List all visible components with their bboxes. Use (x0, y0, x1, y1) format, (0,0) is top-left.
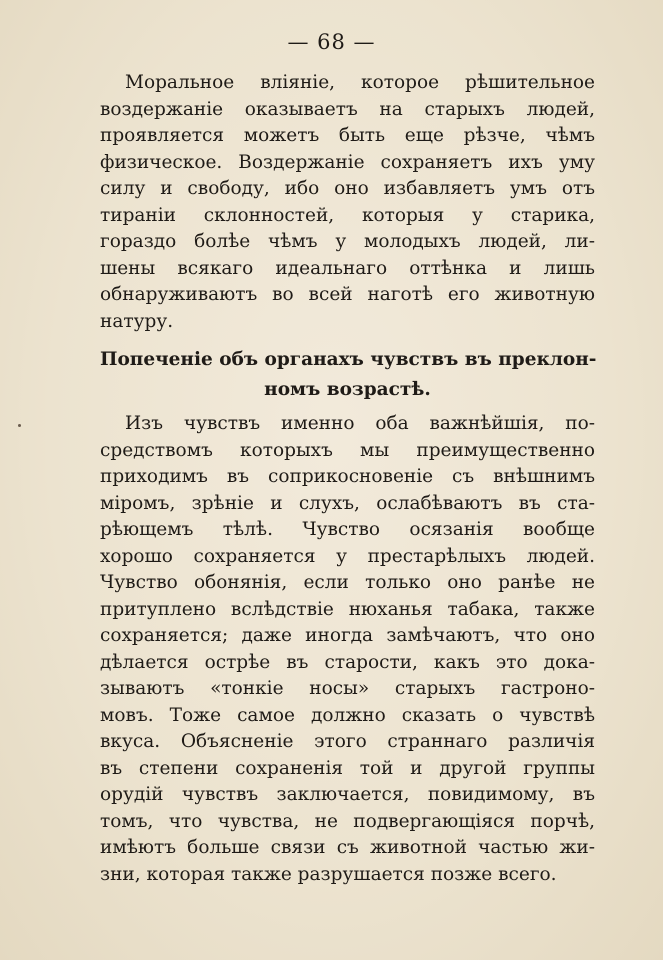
text-line: хорошо сохраняется у престарѣлыхъ людей. (100, 545, 595, 567)
text-line: физическое. Воздержаніе сохраняетъ ихъ уму (100, 151, 595, 173)
text-line: притуплено вслѣдствіе нюханья табака, также (100, 598, 595, 620)
text-line: томъ, что чувства, не подвергающіяся порчѣ, (100, 810, 595, 832)
heading-line: номъ возрастѣ. (264, 379, 431, 400)
paper-speck (18, 424, 21, 427)
text-line: натуру. (100, 310, 174, 332)
text-line: дѣлается острѣе въ старости, какъ это дока- (100, 651, 595, 673)
text-line: гораздо болѣе чѣмъ у молодыхъ людей, ли- (100, 231, 595, 252)
paragraph-moral-influence (100, 70, 595, 335)
text-line: проявляется можетъ быть еще рѣзче, чѣмъ (100, 125, 595, 146)
text-line: Чувство обонянія, если только оно ранѣе не (100, 572, 595, 593)
text-line: приходимъ въ соприкосновеніе съ внѣшнимъ (100, 466, 595, 487)
text-line: орудій чувствъ заключается, повидимому, въ (100, 784, 595, 805)
text-line: средствомъ которыхъ мы преимущественно (100, 439, 595, 461)
text-line: тираніи склонностей, которыя у старика, (100, 204, 595, 226)
text-line: Изъ чувствъ именно оба важнѣйшія, по- (125, 413, 595, 434)
page-number: — 68 — (287, 30, 376, 54)
heading-line: Попеченіе объ органахъ чувствъ въ преклон- (100, 349, 597, 370)
paragraph-senses (100, 411, 595, 888)
text-line: зываютъ «тонкіе носы» старыхъ гастроно- (100, 678, 595, 699)
text-line: Моральное вліяніе, которое рѣшительное (125, 72, 595, 93)
text-line: шены всякаго идеальнаго оттѣнка и лишь (100, 257, 595, 279)
text-line: воздержаніе оказываетъ на старыхъ людей, (100, 98, 595, 120)
text-line: міромъ, зрѣніе и слухъ, ослабѣваютъ въ ста- (100, 492, 595, 514)
text-line: мовъ. Тоже самое должно сказать о чувствѣ (100, 704, 595, 726)
text-line: зни, которая также разрушается позже всего. (100, 863, 557, 885)
text-line: имѣютъ больше связи съ животной частью жи- (100, 837, 595, 858)
section-heading (100, 345, 595, 405)
text-line: силу и свободу, ибо оно избавляетъ умъ отъ (100, 178, 595, 199)
text-line: сохраняется; даже иногда замѣчаютъ, что оно (100, 625, 595, 646)
text-line: рѣющемъ тѣлѣ. Чувство осязанія вообще (100, 519, 595, 540)
text-line: въ степени сохраненія той и другой группы (100, 757, 595, 779)
text-line: обнаруживаютъ во всей наготѣ его животную (100, 284, 595, 305)
text-line: вкуса. Объясненіе этого страннаго различія (100, 731, 595, 752)
